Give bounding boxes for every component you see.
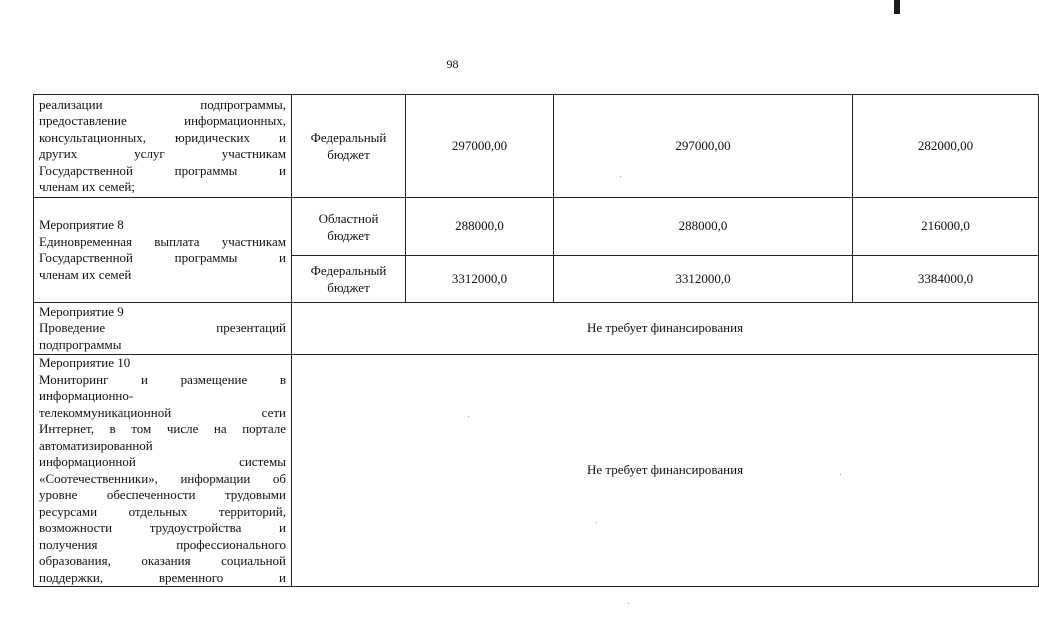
funding-source-line: бюджет xyxy=(327,280,370,295)
amount-cell: 3312000,0 xyxy=(406,256,554,303)
scan-speck xyxy=(596,522,597,523)
description-line: образования, оказания социальной xyxy=(39,553,286,568)
description-line: реализации подпрограммы, xyxy=(39,96,286,112)
description-line: Интернет, в том числе на портале xyxy=(39,421,286,436)
amount-cell: 288000,0 xyxy=(554,198,853,256)
measure-description xyxy=(34,303,292,355)
description-line: Мероприятие 10 xyxy=(39,355,131,370)
amount-cell: 3312000,0 xyxy=(554,256,853,303)
funding-source-line: бюджет xyxy=(327,227,370,243)
amount-cell: 297000,00 xyxy=(554,95,853,198)
description-line: поддержки, временного и xyxy=(39,569,286,585)
table-row xyxy=(34,355,1039,587)
funding-source xyxy=(292,95,406,198)
description-line: информационно- xyxy=(39,388,134,403)
description-line: Мероприятие 9 xyxy=(39,303,124,319)
description-line: ресурсами отдельных территорий, xyxy=(39,503,286,519)
amount-cell: 282000,00 xyxy=(853,95,1039,198)
financing-table xyxy=(33,94,1039,587)
scan-speck xyxy=(628,603,629,604)
scan-edge-mark xyxy=(894,0,900,14)
description-line: Мероприятие 8 xyxy=(39,217,124,232)
funding-source xyxy=(292,198,406,256)
description-line: «Соотечественники», информации об xyxy=(39,470,286,486)
description-line: Государственной программы и xyxy=(39,162,286,178)
description-line: других услуг участникам xyxy=(39,146,286,161)
description-line: получения профессионального xyxy=(39,536,286,552)
scan-speck xyxy=(468,416,469,417)
scan-speck xyxy=(620,176,621,177)
no-funding-note: Не требует финансирования xyxy=(292,355,1039,587)
funding-source-line: Федеральный xyxy=(310,263,387,278)
table-row xyxy=(34,95,1039,198)
table-row xyxy=(34,303,1039,355)
description-line: Проведение презентаций xyxy=(39,320,286,336)
measure-description xyxy=(34,95,292,198)
description-line: автоматизированной xyxy=(39,437,153,453)
description-line: телекоммуникационной сети xyxy=(39,404,286,420)
description-line: возможности трудоустройства и xyxy=(39,520,286,535)
funding-source-line: Областной xyxy=(318,210,379,226)
description-line: подпрограммы xyxy=(39,336,122,352)
description-line: членам их семей; xyxy=(39,179,135,194)
funding-source xyxy=(292,256,406,303)
funding-source-line: Федеральный xyxy=(310,130,387,145)
amount-cell: 288000,0 xyxy=(406,198,554,256)
amount-cell: 297000,00 xyxy=(406,95,554,198)
no-funding-note: Не требует финансирования xyxy=(292,303,1039,355)
description-line: Государственной программы и xyxy=(39,250,286,265)
description-line: информационной системы xyxy=(39,454,286,469)
description-line: предоставление информационных, xyxy=(39,113,286,128)
amount-cell: 3384000,0 xyxy=(853,256,1039,303)
amount-cell: 216000,0 xyxy=(853,198,1039,256)
description-line: Единовременная выплата участникам xyxy=(39,233,286,249)
description-line: членам их семей xyxy=(39,266,132,282)
description-line: уровне обеспеченности трудовыми xyxy=(39,487,286,502)
description-line: консультационных, юридических и xyxy=(39,129,286,145)
description-line: Мониторинг и размещение в xyxy=(39,371,286,387)
table-row xyxy=(34,198,1039,256)
measure-description xyxy=(34,355,292,587)
page-number: 98 xyxy=(446,57,459,71)
funding-source-line: бюджет xyxy=(327,147,370,162)
measure-description xyxy=(34,198,292,303)
scan-speck xyxy=(840,474,841,475)
